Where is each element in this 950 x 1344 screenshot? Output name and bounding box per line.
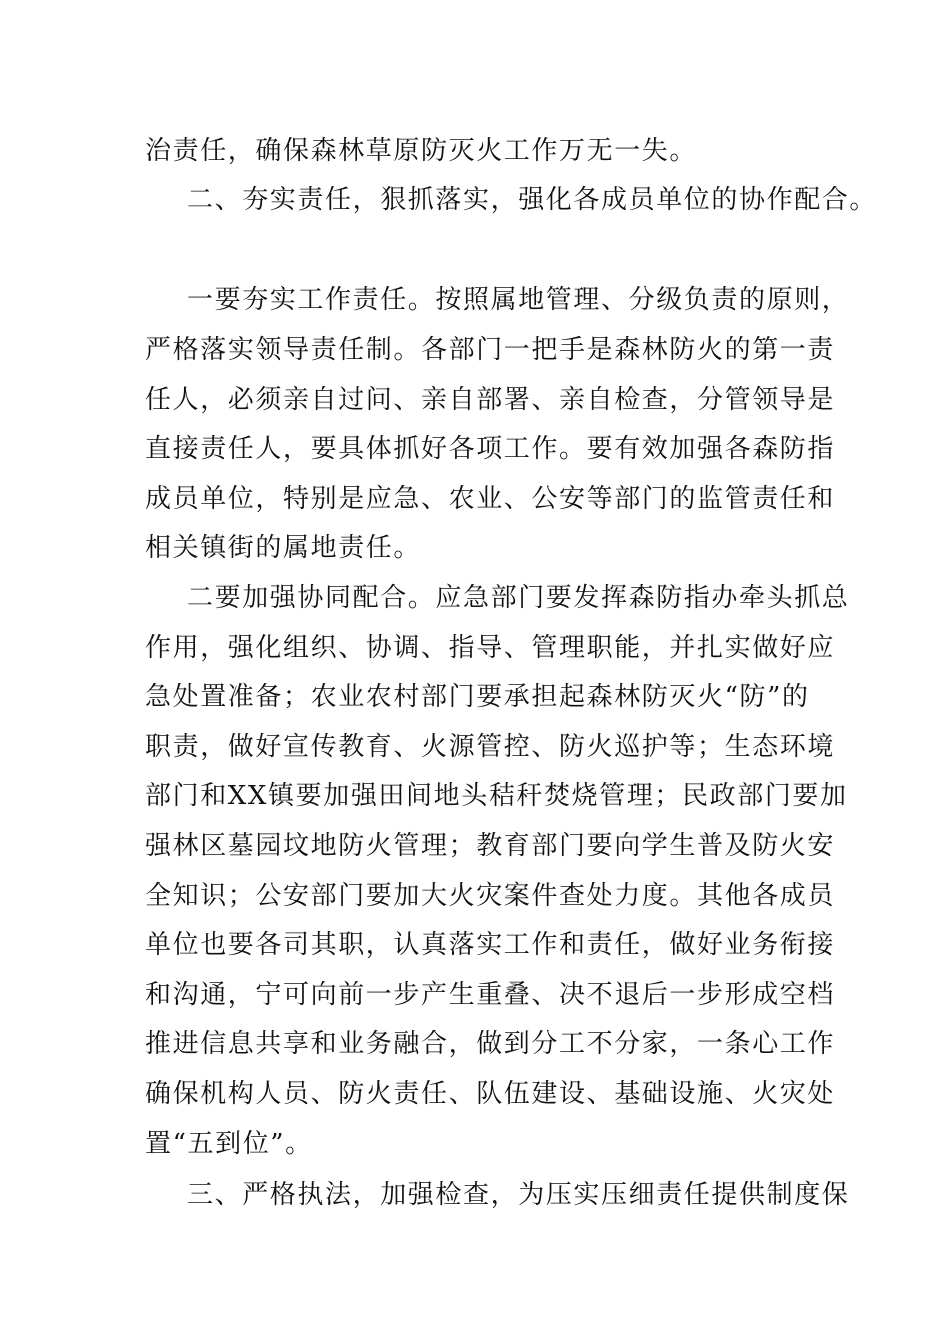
paragraph-2-line-8: 单位也要各司其职，认真落实工作和责任，做好业务衔接 (145, 930, 836, 960)
paragraph-1-line-6: 相关镇街的属地责任。 (145, 533, 422, 563)
paragraph-2-line-1: 二要加强协同配合。应急部门要发挥森防指办牵头抓总 (187, 583, 850, 613)
paragraph-1-line-1: 一要夯实工作责任。按照属地管理、分级负责的原则， (187, 285, 850, 315)
paragraph-2-line-9: 和沟通，宁可向前一步产生重叠、决不退后一步形成空档 (145, 980, 836, 1010)
paragraph-2-line-5: 部门和XX镇要加强田间地头秸秆焚烧管理；民政部门要加 (145, 781, 848, 811)
paragraph-2-line-12: 置“五到位”。 (145, 1129, 313, 1159)
paragraph-2-line-2: 作用，强化组织、协调、指导、管理职能，并扎实做好应 (145, 633, 836, 663)
paragraph-1-line-3: 任人，必须亲自过问、亲自部署、亲自检查，分管领导是 (145, 385, 836, 415)
section-heading-2: 二、夯实责任，狠抓落实，强化各成员单位的协作配合。 (187, 185, 878, 215)
paragraph-1-line-5: 成员单位，特别是应急、农业、公安等部门的监管责任和 (145, 484, 836, 514)
text-line-1: 治责任，确保森林草原防灭火工作万无一失。 (145, 136, 698, 166)
section-heading-3: 三、严格执法，加强检查，为压实压细责任提供制度保 (187, 1180, 850, 1210)
paragraph-2-line-6: 强林区墓园坟地防火管理；教育部门要向学生普及防火安 (145, 831, 836, 861)
paragraph-2-line-3: 急处置准备；农业农村部门要承担起森林防灭火“防”的 (145, 682, 810, 712)
paragraph-2-line-4: 职责，做好宣传教育、火源管控、防火巡护等；生态环境 (145, 732, 836, 762)
paragraph-1-line-2: 严格落实领导责任制。各部门一把手是森林防火的第一责 (145, 335, 836, 365)
paragraph-2-line-7: 全知识；公安部门要加大火灾案件查处力度。其他各成员 (145, 881, 836, 911)
paragraph-1-line-4: 直接责任人，要具体抓好各项工作。要有效加强各森防指 (145, 434, 836, 464)
paragraph-2-line-10: 推进信息共享和业务融合，做到分工不分家，一条心工作 (145, 1029, 836, 1059)
paragraph-2-line-11: 确保机构人员、防火责任、队伍建设、基础设施、火灾处 (145, 1079, 836, 1109)
